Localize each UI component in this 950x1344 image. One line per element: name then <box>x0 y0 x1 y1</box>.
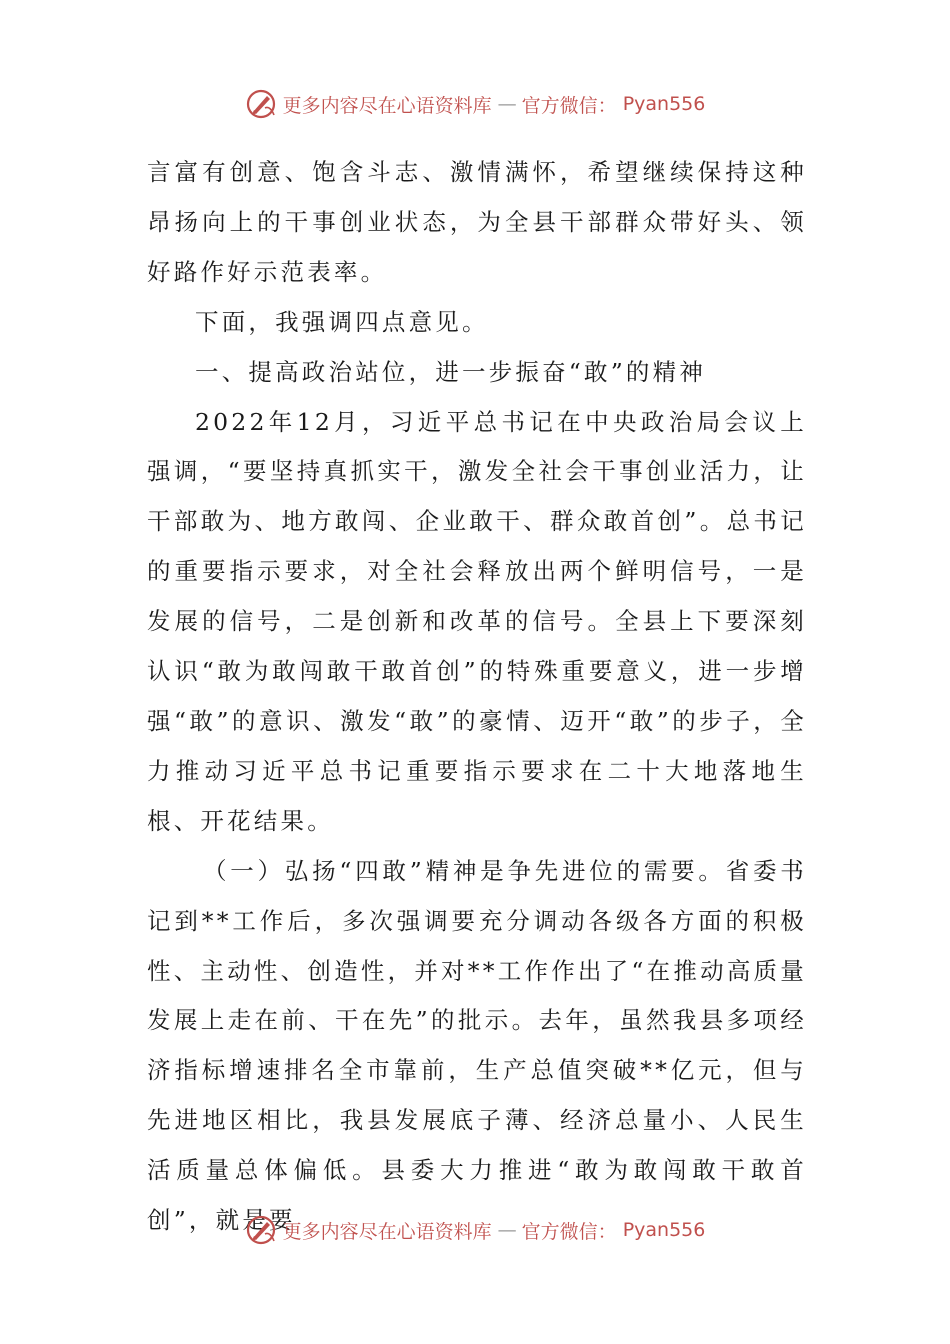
header-watermark-text: 更多内容尽在心语资料库 <box>282 94 492 117</box>
quill-logo-icon <box>245 88 277 120</box>
paragraph-2: 下面，我强调四点意见。 <box>195 307 489 336</box>
footer-watermark-channel: 官方微信： <box>521 1220 617 1243</box>
footer-watermark-id: Pyan556 <box>622 1219 706 1241</box>
header-watermark-banner <box>0 86 950 122</box>
header-watermark-separator: — <box>497 93 516 115</box>
footer-watermark-separator: — <box>497 1219 516 1241</box>
paragraph-3: 2022年12月，习近平总书记在中央政治局会议上强调，“要坚持真抓实干，激发全社会干事创业活力，让干部敢为、地方敢闯、企业敢干、群众敢首创”。总书记的重要指示要求，对全社会释放出两个鲜明信号，一是发展的信号，二是创新和改革的信号。全县上下要深刻认识“敢为敢闯敢干敢首创”的特殊重要意义，进一步增强“敢”的意识、激发“敢”的豪情、迈开“敢”的步子，全力推动习近平总书记重要指示要求在二十大地落地生根、开花结果。 <box>147 407 807 835</box>
paragraph-4: （一）弘扬“四敢”精神是争先进位的需要。省委书记到**工作后，多次强调要充分调动各级各方面的积极性、主动性、创造性，并对**工作作出了“在推动高质量发展上走在前、干在先”的批示。去年，虽然我县多项经济指标增速排名全市靠前，生产总值突破**亿元，但与先进地区相比，我县发展底子薄、经济总量小、人民生活质量总体偏低。县委大力推进“敢为敢闯敢干敢首创”，就是要 <box>147 856 807 1235</box>
header-watermark-id: Pyan556 <box>622 93 706 115</box>
header-watermark-channel: 官方微信： <box>521 94 617 117</box>
paragraph-1: 言富有创意、饱含斗志、激情满怀，希望继续保持这种昂扬向上的干事创业状态，为全县干部群众带好头、领好路作好示范表率。 <box>147 158 807 286</box>
section-heading-1: 一、提高政治站位，进一步振奋“敢”的精神 <box>195 357 707 386</box>
quill-logo-icon <box>245 1214 277 1246</box>
document-body <box>147 148 807 1246</box>
footer-watermark-banner <box>0 1212 950 1248</box>
footer-watermark-text: 更多内容尽在心语资料库 <box>282 1220 492 1243</box>
